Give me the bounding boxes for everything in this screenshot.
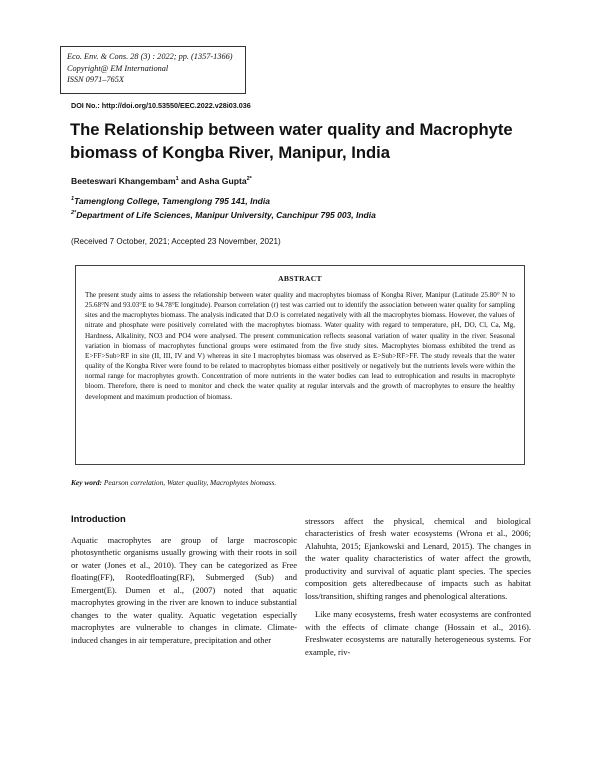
- author-affiliation-mark: 1: [175, 176, 179, 183]
- author-connector: and: [178, 176, 199, 186]
- journal-copyright-line: Copyright@ EM International: [67, 63, 169, 73]
- body-column-left: [71, 534, 297, 646]
- section-heading-introduction: Introduction: [71, 513, 126, 524]
- affiliation-line: [71, 196, 270, 206]
- doi-link[interactable]: DOI No.: http://doi.org/10.53550/EEC.2022.v28i03.036: [71, 101, 251, 110]
- body-paragraph: stressors affect the physical, chemical and biological characteristics of fresh water ecosystems (Wrona et al., 2006; Alahuhta, 2015; Ejankowski and Lenard, 2015). The changes in the water quality characteristics of water affect the growth, productivity and survival of aquatic plant species. The species composition gets alteredbecause of impacts such as habitat loss/transition, shifting ranges and phenological alterations.: [305, 516, 531, 601]
- journal-citation-line: Eco. Env. & Cons. 28 (3) : 2022; pp. (1357-1366): [67, 52, 233, 61]
- abstract-box: [75, 265, 525, 465]
- affiliation-text: Department of Life Sciences, Manipur University, Canchipur 795 003, India: [76, 210, 376, 220]
- paper-title: The Relationship between water quality and Macrophyte biomass of Kongba River, Manipur, India: [70, 120, 513, 162]
- author-name: Asha Gupta: [198, 176, 247, 186]
- keywords-line: [71, 478, 276, 487]
- journal-citation-box: [60, 46, 246, 94]
- author-affiliation-mark: 2*: [246, 176, 252, 183]
- body-paragraph: Aquatic macrophytes are group of large macroscopic photosynthetic organisms usually growing with their roots in soil or water (Jones et al., 2010). They can be categorized as Free floating(FF), Rootedfloating(RF), Submerged (Sub) and Emergent(E). Dumen et al., (2007) noted that aquatic macrophytes growing in the river are known to induce substantial changes to the water quality. Aquatic vegetation especially macrophytes are vulnerable to changes in climate. Climate-induced changes in air temperature, precipitation and other: [71, 535, 297, 645]
- affiliation-line: [71, 210, 376, 220]
- body-column-right: [305, 515, 531, 658]
- keywords-label: Key word:: [71, 478, 104, 487]
- affiliation-text: Tamenglong College, Tamenglong 795 141, India: [74, 196, 270, 206]
- received-dates: (Received 7 October, 2021; Accepted 23 November, 2021): [71, 237, 281, 246]
- author-list: [71, 176, 252, 186]
- author-name: Beeteswari Khangembam: [71, 176, 176, 186]
- keywords-text: Pearson correlation, Water quality, Macrophytes biomass.: [103, 478, 277, 487]
- body-paragraph: Like many ecosystems, fresh water ecosystems are confronted with the effects of climate change (Hossain et al., 2016). Freshwater ecosystems are naturally heterogeneous systems. For example, riv-: [305, 609, 531, 657]
- abstract-text: The present study aims to assess the relationship between water quality and macrophytes biomass of Kongba River, Manipur (Latitude 25.80° N to 25.68°N and 93.03°E to 94.78°E longitude). Pearson correlation (r) test was carried out to identify the association between water quality for sampling sites and the macrophytes biomass. The analysis indicated that D.O is correlated negatively with all the macrophytes biomass. However, the values of nitrate and phosphate were positively correlated with the macrophytes biomass. Water quality with regard to temperature, pH, DO, Cl, Ca, Mg, Hardness, Alkalinity, NO3 and PO4 were analysed. The present communication reflects seasonal variation of water quality in the river. Seasonal variation in biomass of macrophytes functional groups were estimated from the five study sites. Macrophytes biomass exhibited the trend as E>FF>Sub>RF in site (II, III, IV and V) whereas in site I macrophytes biomass was observed as E>Sub>RF>FF. The study reveals that the water quality of the Kongba River were found to be related to macrophytes biomass either positively or negatively but the nutrients levels were within the normal range for macrophytes growth. Concentration of more nutrients in the water bodies can lead to eutrophication and results in macrophyte bloom. Therefore, there is need to monitor and check the water quality at regular intervals and the growth of macrophytes to ensure the healthy development and maximum production of biomass.: [85, 291, 515, 401]
- journal-issn-line: ISSN 0971–765X: [67, 75, 124, 84]
- affiliation-mark: 2*: [71, 210, 77, 217]
- affiliation-mark: 1: [71, 196, 75, 203]
- abstract-heading: ABSTRACT: [278, 274, 322, 283]
